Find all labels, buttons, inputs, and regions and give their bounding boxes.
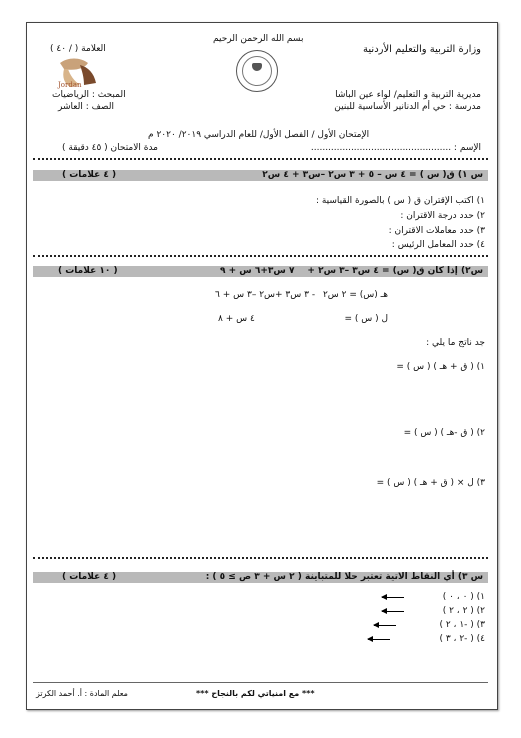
q3-marks: ( ٤ علامات ) <box>62 572 117 582</box>
q2-h-polynomial: - ٣ س٣ +س٢ –٣ س + ٦ <box>215 290 316 300</box>
q2-instruction: جد ناتج ما يلي : <box>426 338 485 348</box>
q2-divider <box>33 557 488 559</box>
q2-title-rest: ٧ س٣+٦ س + ٩ <box>220 266 295 276</box>
footer-divider <box>33 682 488 683</box>
basmala: بسم الله الرحمن الرحيم <box>213 34 304 44</box>
exam-duration: مدة الامتحان ( ٤٥ دقيقة ) <box>62 143 158 153</box>
exam-title: الإمتحان الأول / الفصل الأول/ للعام الدراسي ٢٠١٩/ ٢٠٢٠ م <box>148 130 370 140</box>
q3-option: ١) ( ٠ ، ٠ ) <box>442 592 485 602</box>
school-name: مدرسة : حي أم الدنانير الأساسية للبنين <box>334 102 481 112</box>
q1-item: ٤) حدد المعامل الرئيس : <box>391 240 485 250</box>
q2-part: ٢) ( ق -هـ ) ( س ) = <box>403 428 485 438</box>
q2-part: ٣) ل × ( ق + هـ ) ( س ) = <box>376 478 485 488</box>
jordan-logo-icon <box>54 55 102 91</box>
ministry-name: وزارة التربية والتعليم الأردنية <box>363 44 481 55</box>
arrow-left-icon <box>382 597 404 598</box>
teacher-name: معلم المادة : أ. أحمد الكرتز <box>36 689 128 698</box>
arrow-left-icon <box>368 639 390 640</box>
header-divider <box>33 158 488 160</box>
directorate-name: مديرية التربية و التعليم/ لواء عين الباشا <box>335 90 481 100</box>
student-name-field: الإسم : ................................................. <box>310 143 481 153</box>
q2-h-definition: هـ (س) = ٢ س٢ <box>322 290 388 300</box>
q3-option: ٣) ( -١ ، ٢ ) <box>439 620 485 630</box>
q3-option: ٢) ( ٢ ، ٢ ) <box>442 606 485 616</box>
arrow-left-icon <box>374 625 396 626</box>
arrow-left-icon <box>382 611 404 612</box>
q1-divider <box>33 255 488 257</box>
q1-item: ٢) حدد درجة الاقتران : <box>400 211 485 221</box>
q2-part: ١) ( ق + هـ ) ( س ) = <box>396 362 485 372</box>
grade-label: الصف : العاشر <box>58 102 114 112</box>
q2-title: س٢) إذا كان ق( س) = ٤ س٣ –٣ س٢ + <box>307 266 483 276</box>
q1-title: س ١) ق( س ) = ٤ س – ٥ + ٣ س٢ –س٣ + ٤ س٢ <box>262 170 483 180</box>
q2-l-definition: ل ( س ) = <box>344 314 388 324</box>
q2-marks: ( ١٠ علامات ) <box>58 266 118 276</box>
subject-label: المبحث : الرياضيات <box>52 90 126 100</box>
q2-l-polynomial: ٤ س + ٨ <box>218 314 255 324</box>
ministry-emblem-icon <box>236 50 278 92</box>
jordan-logo-text: Jordan <box>58 81 82 89</box>
q1-item: ٣) حدد معاملات الاقتران : <box>388 226 485 236</box>
total-mark: العلامة ( / ٤٠ ) <box>50 44 106 54</box>
q3-option: ٤) ( -٢ ، ٣ ) <box>439 634 485 644</box>
q1-item: ١) اكتب الإقتران ق ( س ) بالصورة القياسية : <box>315 196 485 206</box>
q3-title: س ٣) أي النقاط الاتية تعتبر حلا للمتباينة ( ٢ س + ٣ ص ≥ ٥ ) : <box>205 572 483 582</box>
q1-marks: ( ٤ علامات ) <box>62 170 117 180</box>
footer-wish: *** مع امنياتي لكم بالنجاح *** <box>196 689 315 698</box>
